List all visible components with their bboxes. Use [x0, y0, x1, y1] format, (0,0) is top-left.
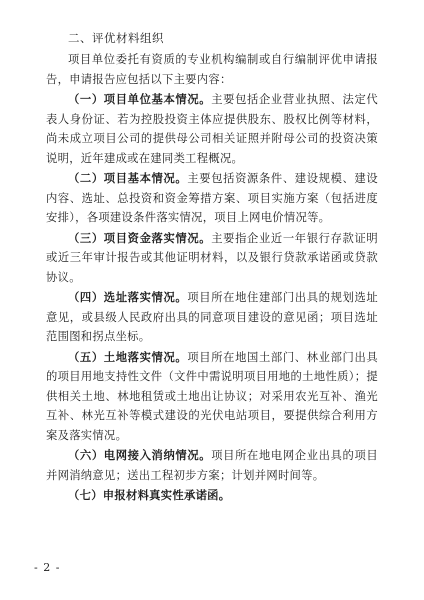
item-lead-2: （二）项目基本情况。 — [68, 172, 188, 185]
section-heading: 二、评优材料组织 — [68, 31, 164, 45]
item-lead-4: （四）选址落实情况。 — [68, 291, 188, 304]
item-paragraph-5 — [46, 348, 378, 446]
item-body-1: 主要包括企业营业执照、法定代表人身份证、若为控股投资主体应提供股东、股权比例等材料，尚未成立项目公司的提供母公司相关证照并附母公司的投资决策说明，近年建成或在建同类工程概况。 — [46, 93, 378, 165]
item-body-6: 项目所在地电网企业出具的项目并网消纳意见；送出工程初步方案；计划并网时间等。 — [46, 449, 378, 482]
page-number: - 2 - — [34, 561, 61, 574]
item-paragraph-1 — [46, 90, 378, 168]
item-paragraph-2 — [46, 169, 378, 228]
item-paragraph-7 — [46, 486, 378, 506]
item-body-5: 项目所在地国土部门、林业部门出具的项目用地支持性文件（文件中需说明项目用地的土地性质）；提供相关土地、林地租赁或土地出让协议；对采用农光互补、渔光互补、林光互补等模式建设的光伏电站项目，要提供综合利用方案及落实情况。 — [46, 350, 378, 442]
item-body-3: 主要指企业近一年银行存款证明或近三年审计报告或其他证明材料，以及银行贷款承诺函或贷款协议。 — [46, 231, 378, 284]
item-paragraph-6 — [46, 446, 378, 485]
item-paragraph-3 — [46, 229, 378, 288]
item-body-2: 主要包括资源条件、建设规模、建设内容、选址、总投资和资金筹措方案、项目实施方案（包括进度安排），各项建设条件落实情况，项目上网电价情况等。 — [46, 172, 378, 224]
item-lead-5: （五）土地落实情况。 — [68, 350, 188, 364]
item-body-4: 项目所在地住建部门出具的规划选址意见，或县级人民政府出具的同意项目建设的意见函；项目选址范围图和拐点坐标。 — [46, 291, 378, 343]
item-paragraph-4 — [46, 288, 378, 347]
item-lead-1: （一）项目单位基本情况。 — [68, 93, 212, 106]
intro-paragraph: 项目单位委托有资质的专业机构编制或自行编制评优申请报告，申请报告应包括以下主要内容： — [46, 53, 378, 86]
item-lead-3: （三）项目资金落实情况。 — [68, 231, 212, 245]
item-lead-7: （七）申报材料真实性承诺函。 — [68, 489, 231, 502]
item-lead-6: （六）电网接入消纳情况。 — [68, 449, 212, 462]
